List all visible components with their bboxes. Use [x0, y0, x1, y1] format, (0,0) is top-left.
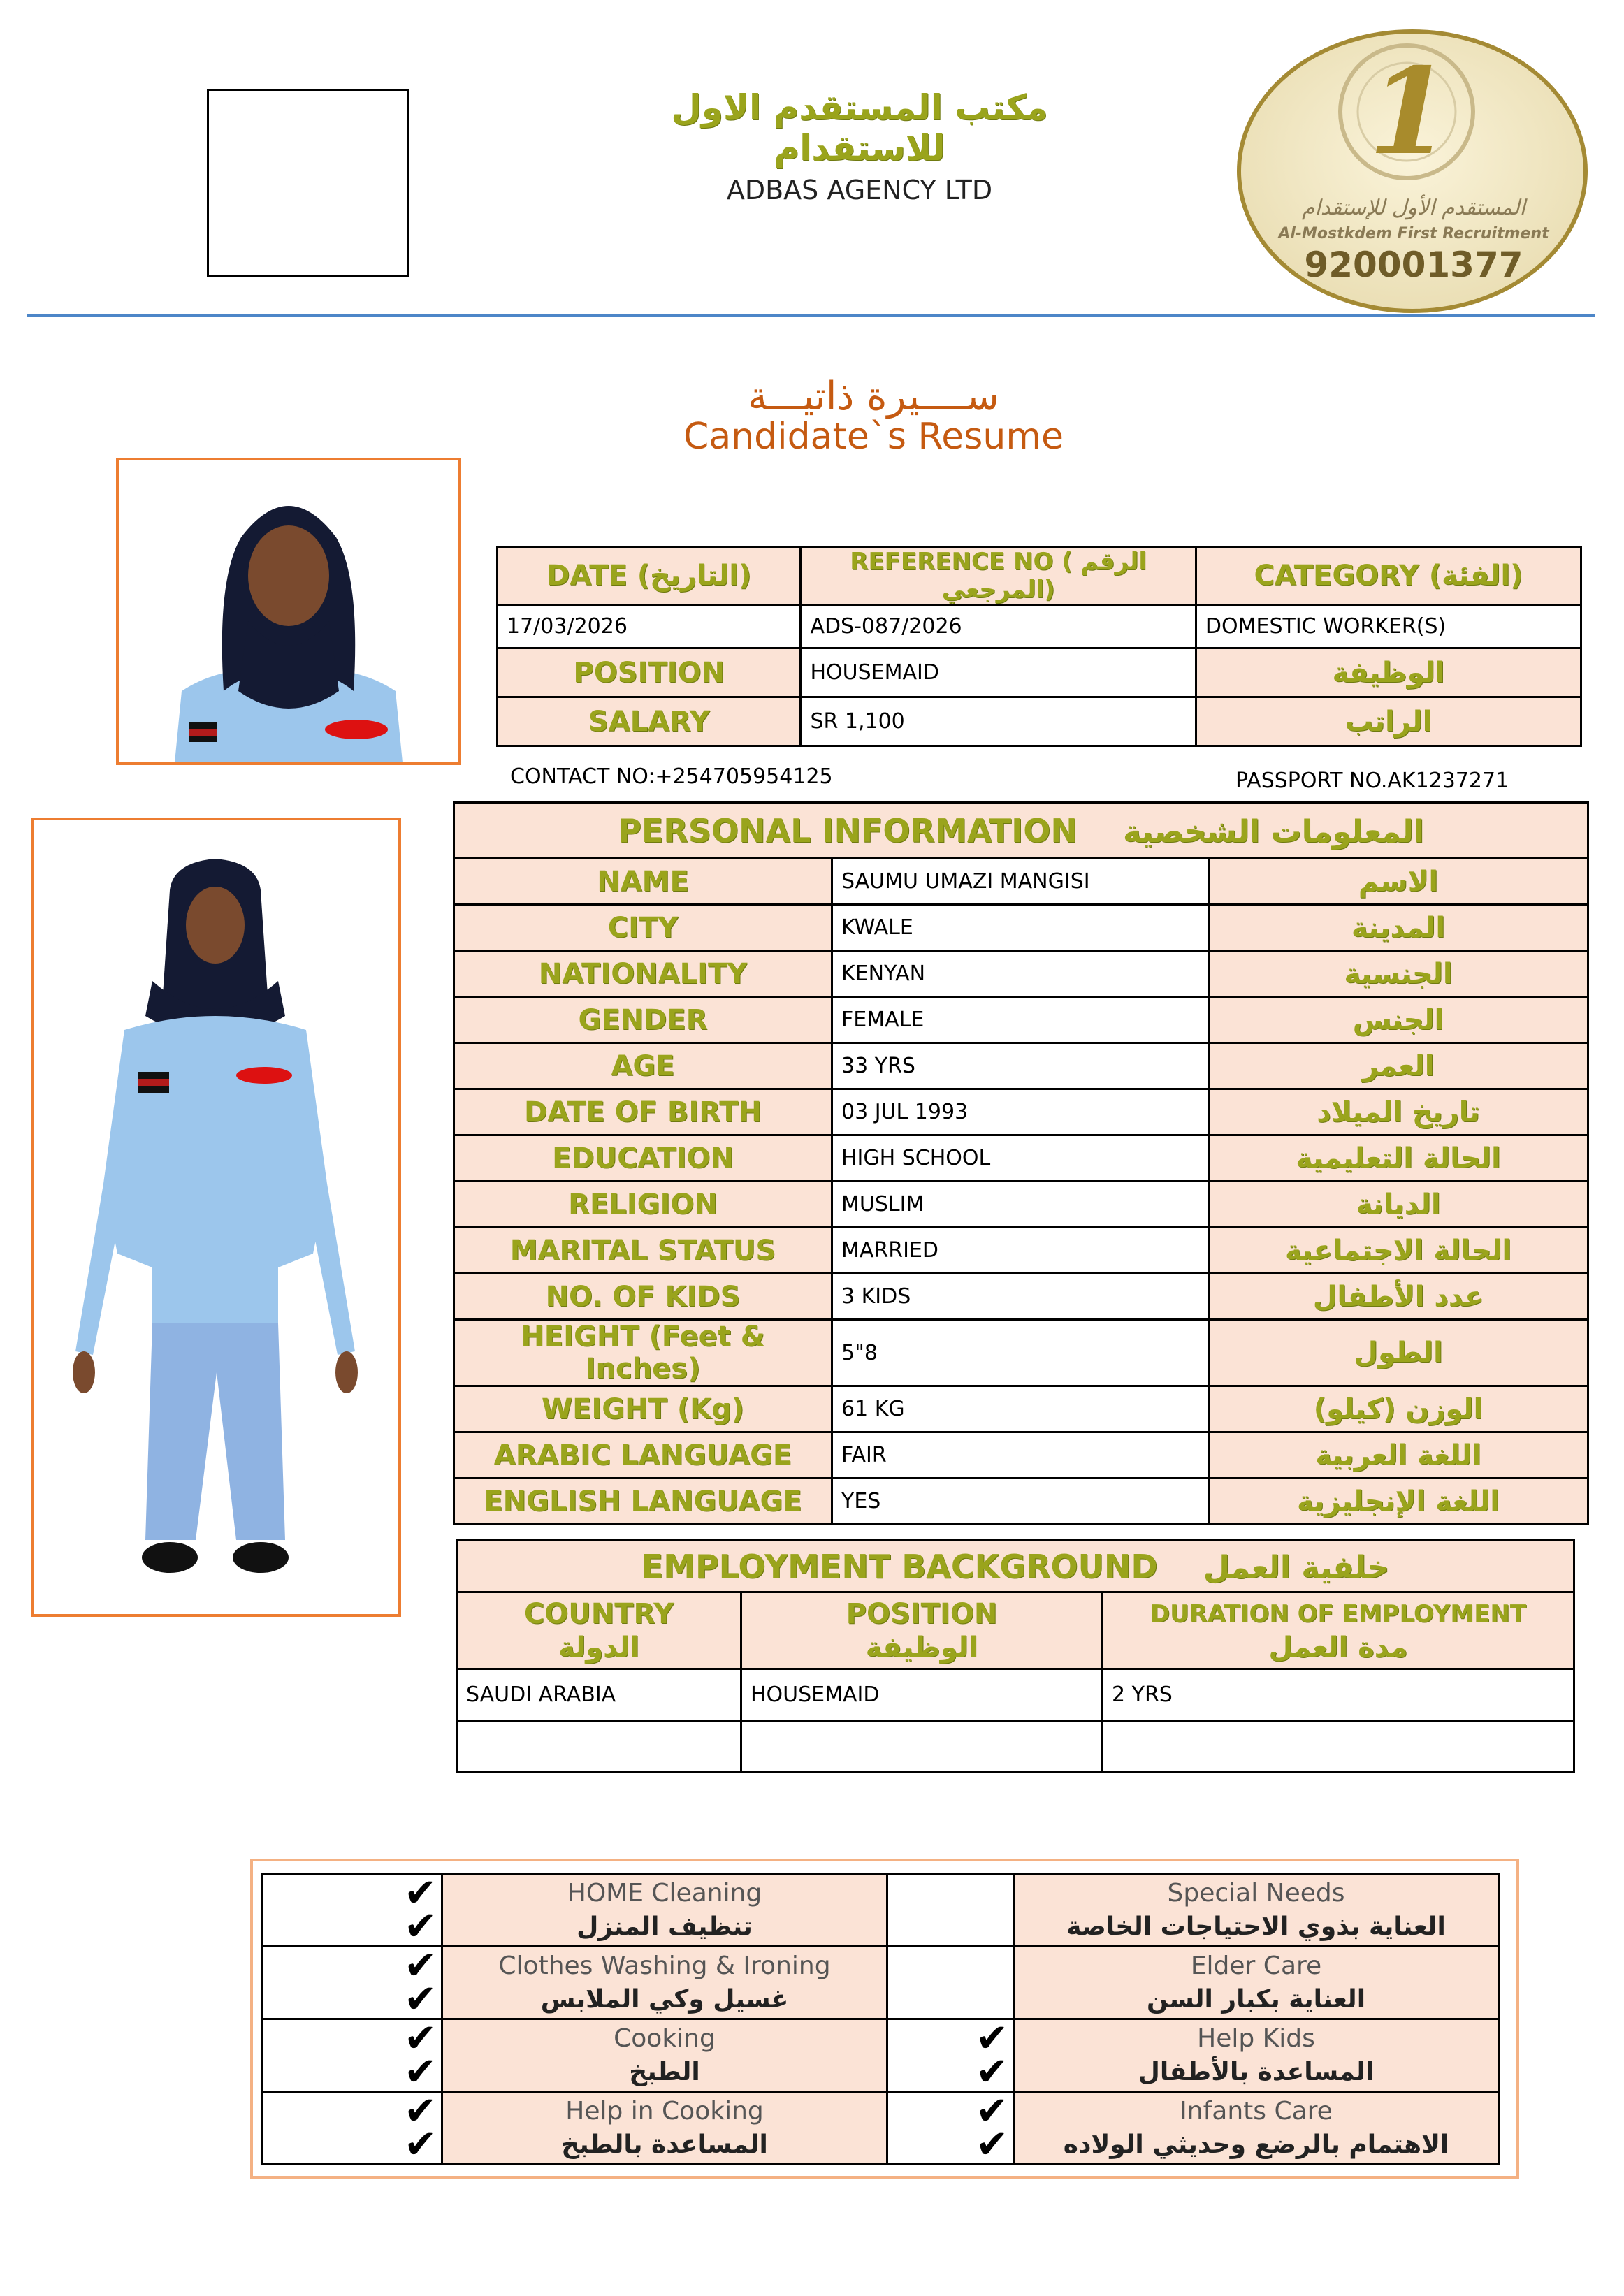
checkmark-icon: ✔	[976, 2088, 1008, 2134]
personal-info-row	[454, 1320, 1588, 1386]
field-label: EDUCATION	[454, 1135, 832, 1182]
field-value: 3 KIDS	[832, 1274, 1209, 1320]
skill-right-en: Special Needs	[1167, 1878, 1345, 1908]
company-logo	[1235, 28, 1589, 314]
skill-right	[1014, 2019, 1499, 2092]
checkmark-icon: ✔	[404, 2088, 437, 2134]
field-value: 5"8	[832, 1320, 1209, 1386]
portrait-photo	[116, 458, 461, 765]
employment-position: HOUSEMAID	[741, 1669, 1103, 1721]
contact-number: CONTACT NO:+254705954125	[510, 764, 833, 789]
salary-label: SALARY	[498, 697, 801, 746]
personal-info-row	[454, 1274, 1588, 1320]
checkmark-icon: ✔	[404, 1903, 437, 1949]
personal-info-row	[454, 1478, 1588, 1525]
personal-info-row	[454, 1432, 1588, 1478]
full-body-photo	[31, 818, 401, 1617]
checkmark-icon: ✔	[404, 1942, 437, 1989]
resume-title-en: Candidate`s Resume	[683, 416, 1064, 458]
skill-right-ar: الاهتمام بالرضع وحديثي الولاده	[1063, 2130, 1449, 2159]
skill-left	[442, 2092, 887, 2165]
field-label: NAME	[454, 859, 832, 905]
col-position-en: POSITION	[846, 1597, 998, 1630]
logo-phone: 920001377	[1304, 245, 1523, 285]
field-label: CITY	[454, 905, 832, 951]
reference-value: ADS-087/2026	[801, 605, 1196, 648]
skill-row	[263, 1947, 1499, 2019]
col-duration-en: DURATION OF EMPLOYMENT	[1150, 1599, 1527, 1628]
field-value: MARRIED	[832, 1228, 1209, 1274]
skill-right-ar: العناية بكبار السن	[1146, 1984, 1366, 2014]
skill-left-ar: تنظيف المنزل	[577, 1912, 753, 1941]
skills-table	[261, 1870, 1500, 2167]
field-label-ar: الاسم	[1209, 859, 1588, 905]
field-label-ar: الحالة التعليمية	[1209, 1135, 1588, 1182]
skill-right-ar: العناية بذوي الاحتياجات الخاصة	[1066, 1912, 1446, 1941]
checkmark-icon: ✔	[976, 2049, 1008, 2095]
field-label: ARABIC LANGUAGE	[454, 1432, 832, 1478]
skill-row	[263, 1874, 1499, 1947]
field-label-ar: الحالة الاجتماعية	[1209, 1228, 1588, 1274]
salary-value: SR 1,100	[801, 697, 1196, 746]
personal-info-row	[454, 905, 1588, 951]
logo-name-ar: المستقدم الأول للإستقدام	[1302, 196, 1525, 220]
skill-left-en: Help in Cooking	[565, 2096, 764, 2126]
skill-right-en: Elder Care	[1190, 1951, 1322, 1980]
field-label-ar: الجنسية	[1209, 951, 1588, 997]
field-label: ENGLISH LANGUAGE	[454, 1478, 832, 1525]
field-label-ar: المدينة	[1209, 905, 1588, 951]
resume-title-ar: ســــيرة ذاتيـــة	[748, 374, 999, 419]
field-label-ar: الجنس	[1209, 997, 1588, 1043]
personal-info-title: PERSONAL INFORMATION	[618, 811, 1078, 850]
field-label: HEIGHT (Feet & Inches)	[454, 1320, 832, 1386]
personal-info-table	[453, 801, 1589, 1525]
field-value: YES	[832, 1478, 1209, 1525]
employment-row	[457, 1721, 1574, 1773]
employment-country	[457, 1721, 741, 1773]
skill-right	[1014, 1874, 1499, 1947]
skill-right-check	[887, 2088, 1014, 2167]
field-label-ar: اللغة العربية	[1209, 1432, 1588, 1478]
field-value: HIGH SCHOOL	[832, 1135, 1209, 1182]
col-duration-ar: مدة العمل	[1268, 1631, 1408, 1664]
field-value: KENYAN	[832, 951, 1209, 997]
passport-number: PASSPORT NO.AK1237271	[1235, 769, 1509, 793]
field-label: MARITAL STATUS	[454, 1228, 832, 1274]
field-label-ar: الوزن (كيلو)	[1209, 1386, 1588, 1432]
field-value: 03 JUL 1993	[832, 1089, 1209, 1135]
col-position	[741, 1592, 1103, 1669]
field-value: MUSLIM	[832, 1182, 1209, 1228]
personal-info-row	[454, 1228, 1588, 1274]
personal-info-row	[454, 1182, 1588, 1228]
checkmark-icon: ✔	[976, 2015, 1008, 2061]
office-name-ar: مكتب المستقدم الاول للاستقدام	[671, 87, 1048, 168]
col-country	[457, 1592, 741, 1669]
personal-info-row	[454, 1043, 1588, 1089]
skill-left-check	[263, 1942, 442, 2022]
reference-label: REFERENCE NO ( الرقم المرجعي)	[801, 547, 1196, 605]
header-divider	[27, 314, 1595, 317]
employment-position	[741, 1721, 1103, 1773]
skill-left-en: HOME Cleaning	[567, 1878, 762, 1908]
skill-left-en: Cooking	[614, 2023, 716, 2053]
skill-left-ar: غسيل وكي الملابس	[540, 1984, 789, 2014]
portrait-image	[119, 460, 458, 762]
skill-right	[1014, 2092, 1499, 2165]
checkmark-icon: ✔	[404, 1870, 437, 1916]
skill-right	[1014, 1947, 1499, 2019]
col-duration	[1103, 1592, 1574, 1669]
field-label: RELIGION	[454, 1182, 832, 1228]
employment-title-ar: خلفية العمل	[1203, 1549, 1390, 1585]
position-value: HOUSEMAID	[801, 648, 1196, 697]
field-label: NATIONALITY	[454, 951, 832, 997]
skill-left	[442, 2019, 887, 2092]
personal-info-row	[454, 951, 1588, 997]
logo-numeral: 1	[1368, 42, 1451, 182]
field-label-ar: الطول	[1209, 1320, 1588, 1386]
field-label-ar: العمر	[1209, 1043, 1588, 1089]
full-body-image	[34, 820, 398, 1614]
skill-right-en: Help Kids	[1197, 2023, 1315, 2053]
field-label-ar: اللغة الإنجليزية	[1209, 1478, 1588, 1525]
personal-info-row	[454, 997, 1588, 1043]
personal-info-title-ar: المعلومات الشخصية	[1122, 813, 1424, 850]
skill-left	[442, 1947, 887, 2019]
field-label-ar: عدد الأطفال	[1209, 1274, 1588, 1320]
position-label: POSITION	[498, 648, 801, 697]
skill-right-check	[887, 2015, 1014, 2095]
skill-left-check	[263, 2088, 442, 2167]
category-label: CATEGORY (الفئة)	[1196, 547, 1581, 605]
checkmark-icon: ✔	[404, 2049, 437, 2095]
personal-info-row	[454, 1386, 1588, 1432]
skill-row	[263, 2019, 1499, 2092]
skill-left	[442, 1874, 887, 1947]
col-position-ar: الوظيفة	[865, 1631, 978, 1664]
job-summary-table	[496, 546, 1582, 747]
personal-info-row	[454, 1089, 1588, 1135]
checkmark-icon: ✔	[404, 1976, 437, 2022]
date-label: DATE (التاريخ)	[498, 547, 801, 605]
date-value: 17/03/2026	[498, 605, 801, 648]
field-label: DATE OF BIRTH	[454, 1089, 832, 1135]
skill-right-check	[887, 1947, 1014, 2019]
field-value: SAUMU UMAZI MANGISI	[832, 859, 1209, 905]
skill-right-en: Infants Care	[1180, 2096, 1333, 2126]
skill-left-en: Clothes Washing & Ironing	[498, 1951, 831, 1980]
position-label-ar: الوظيفة	[1196, 648, 1581, 697]
field-label-ar: تاريخ الميلاد	[1209, 1089, 1588, 1135]
skill-left-check	[263, 2015, 442, 2095]
salary-label-ar: الراتب	[1196, 697, 1581, 746]
skill-left-check	[263, 1870, 442, 1949]
employment-row	[457, 1669, 1574, 1721]
field-value: 33 YRS	[832, 1043, 1209, 1089]
personal-info-header	[454, 803, 1588, 859]
col-country-en: COUNTRY	[523, 1597, 674, 1630]
skill-right-check	[887, 1874, 1014, 1947]
personal-info-row	[454, 859, 1588, 905]
col-country-ar: الدولة	[558, 1631, 639, 1664]
employment-country: SAUDI ARABIA	[457, 1669, 741, 1721]
stamp-box	[207, 89, 409, 277]
checkmark-icon: ✔	[404, 2121, 437, 2167]
employment-header	[457, 1541, 1574, 1592]
category-value: DOMESTIC WORKER(S)	[1196, 605, 1581, 648]
field-value: 61 KG	[832, 1386, 1209, 1432]
field-value: FEMALE	[832, 997, 1209, 1043]
employment-duration	[1103, 1721, 1574, 1773]
field-label: GENDER	[454, 997, 832, 1043]
employment-title: EMPLOYMENT BACKGROUND	[641, 1547, 1158, 1585]
skill-right-ar: المساعدة بالأطفال	[1138, 2057, 1375, 2086]
personal-info-row	[454, 1135, 1588, 1182]
field-value: FAIR	[832, 1432, 1209, 1478]
field-label: WEIGHT (Kg)	[454, 1386, 832, 1432]
skill-left-ar: المساعدة بالطبخ	[561, 2130, 768, 2159]
checkmark-icon: ✔	[976, 2121, 1008, 2167]
employment-duration: 2 YRS	[1103, 1669, 1574, 1721]
logo-name-en: Al-Mostkdem First Recruitment	[1278, 225, 1549, 242]
employment-table	[456, 1539, 1575, 1773]
field-label: NO. OF KIDS	[454, 1274, 832, 1320]
agency-name: ADBAS AGENCY LTD	[726, 175, 993, 205]
field-label: AGE	[454, 1043, 832, 1089]
skill-row	[263, 2092, 1499, 2165]
checkmark-icon: ✔	[404, 2015, 437, 2061]
field-label-ar: الديانة	[1209, 1182, 1588, 1228]
field-value: KWALE	[832, 905, 1209, 951]
skill-left-ar: الطبخ	[629, 2057, 700, 2086]
